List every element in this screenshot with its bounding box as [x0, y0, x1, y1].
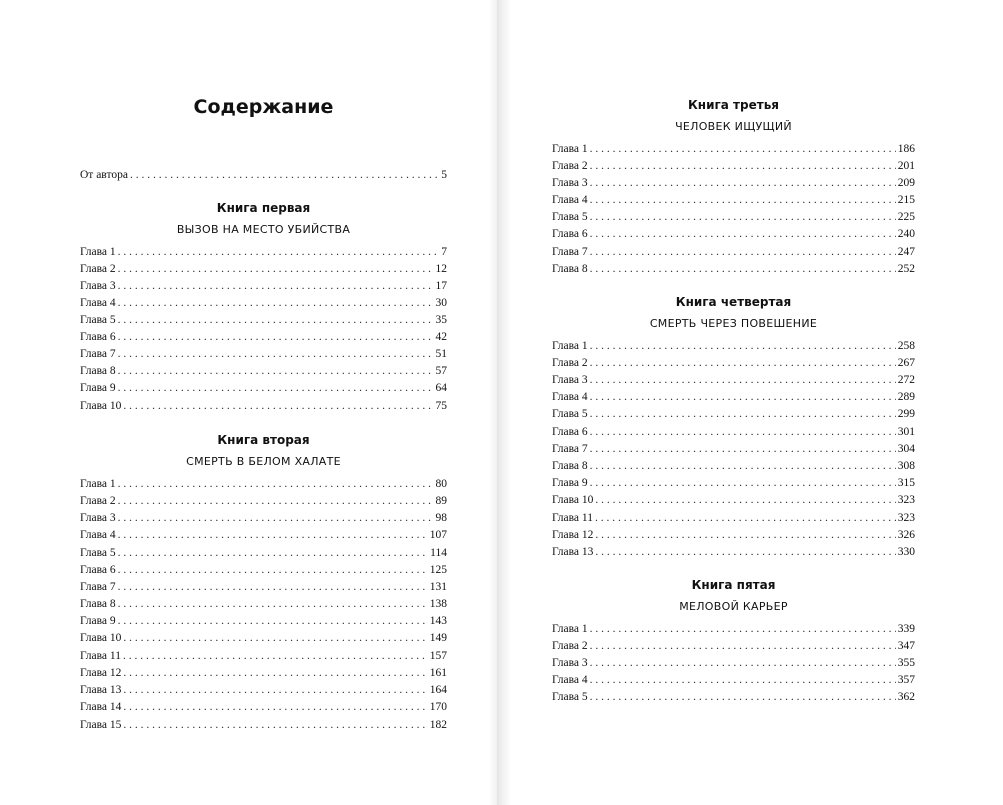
entry-page-number: 362: [897, 691, 915, 703]
dot-leader: [118, 295, 434, 312]
dot-leader: [118, 261, 434, 278]
dot-leader: [118, 278, 434, 295]
entry-page-number: 315: [897, 477, 915, 489]
dot-leader: [590, 672, 896, 689]
entry-label: Глава 2: [552, 640, 588, 652]
entry-page-number: 272: [897, 374, 915, 386]
dot-leader: [123, 682, 427, 699]
dot-leader: [590, 226, 896, 243]
entry-label: Глава 3: [80, 280, 116, 292]
chapter-entry[interactable]: [552, 175, 915, 192]
chapter-entry[interactable]: [80, 278, 447, 295]
dot-leader: [123, 630, 427, 647]
dot-leader: [595, 492, 895, 509]
entry-label: Глава 5: [80, 547, 116, 559]
dot-leader: [590, 244, 896, 261]
chapter-entry[interactable]: [552, 492, 915, 509]
entry-label: Глава 1: [80, 246, 116, 258]
book-heading: Книга первая: [216, 201, 311, 215]
book-subtitle: ВЫЗОВ НА МЕСТО УБИЙСТВА: [176, 223, 351, 236]
entry-page-number: 201: [897, 160, 915, 172]
entry-label: Глава 8: [552, 263, 588, 275]
entry-label: Глава 6: [552, 426, 588, 438]
chapter-entry[interactable]: [552, 527, 915, 544]
entry-label: Глава 6: [80, 564, 116, 576]
entry-page-number: 304: [897, 443, 915, 455]
entry-page-number: 355: [897, 657, 915, 669]
entry-page-number: 170: [429, 701, 447, 713]
chapter-entry[interactable]: [552, 192, 915, 209]
dot-leader: [123, 648, 428, 665]
entry-page-number: 323: [897, 512, 915, 524]
left-page: [0, 0, 497, 805]
entry-page-number: 247: [897, 246, 915, 258]
dot-leader: [590, 441, 896, 458]
chapter-entry[interactable]: [552, 158, 915, 175]
dot-leader: [123, 665, 427, 682]
entry-page-number: 347: [897, 640, 915, 652]
entry-label: Глава 5: [552, 691, 588, 703]
dot-leader: [118, 493, 434, 510]
entry-label: Глава 9: [80, 615, 116, 627]
entry-label: Глава 14: [80, 701, 122, 713]
entry-page-number: 225: [897, 211, 915, 223]
chapter-entry[interactable]: [80, 630, 447, 647]
dot-leader: [590, 621, 896, 638]
chapter-entry[interactable]: [552, 672, 915, 689]
entry-label: Глава 8: [80, 365, 116, 377]
chapter-entry[interactable]: [80, 510, 447, 527]
entry-page-number: 215: [897, 194, 915, 206]
chapter-entry[interactable]: [80, 476, 447, 493]
entry-page-number: 161: [429, 667, 447, 679]
entry-label: Глава 9: [80, 382, 116, 394]
entry-label: Глава 4: [552, 391, 588, 403]
entry-label: Глава 6: [552, 228, 588, 240]
chapter-entry[interactable]: [552, 689, 915, 706]
entry-label: Глава 12: [80, 667, 122, 679]
chapter-entry[interactable]: [80, 579, 447, 596]
entry-page-number: 131: [429, 581, 447, 593]
entry-page-number: 323: [897, 494, 915, 506]
dot-leader: [590, 338, 896, 355]
dot-leader: [590, 261, 896, 278]
entry-page-number: 240: [897, 228, 915, 240]
chapter-entry[interactable]: [80, 493, 447, 510]
dot-leader: [118, 380, 434, 397]
dot-leader: [118, 346, 434, 363]
entry-label: Глава 3: [552, 374, 588, 386]
entry-label: Глава 11: [552, 512, 593, 524]
entry-label: Глава 13: [552, 546, 594, 558]
entry-page-number: 125: [429, 564, 447, 576]
dot-leader: [590, 406, 896, 423]
entry-page-number: 164: [429, 684, 447, 696]
entry-page-number: 35: [435, 314, 447, 326]
dot-leader: [590, 209, 896, 226]
entry-page-number: 339: [897, 623, 915, 635]
chapter-entry[interactable]: [80, 613, 447, 630]
dot-leader: [590, 655, 896, 672]
book-subtitle: МЕЛОВОЙ КАРЬЕР: [679, 600, 788, 613]
chapter-entry[interactable]: [552, 355, 915, 372]
dot-leader: [118, 562, 428, 579]
dot-leader: [118, 312, 434, 329]
chapter-entry[interactable]: [80, 329, 447, 346]
entry-page-number: 98: [435, 512, 447, 524]
chapter-entry[interactable]: [552, 458, 915, 475]
dot-leader: [590, 689, 896, 706]
chapter-entry[interactable]: [80, 312, 447, 329]
chapter-entry[interactable]: [80, 261, 447, 278]
dot-leader: [590, 389, 896, 406]
dot-leader: [123, 699, 427, 716]
dot-leader: [118, 329, 434, 346]
dot-leader: [118, 527, 428, 544]
entry-page-number: 107: [429, 529, 447, 541]
chapter-entry[interactable]: [552, 226, 915, 243]
dot-leader: [590, 175, 896, 192]
entry-label: Глава 2: [552, 160, 588, 172]
entry-page-number: 330: [897, 546, 915, 558]
entry-page-number: 252: [897, 263, 915, 275]
gutter-shadow: [489, 0, 497, 805]
dot-leader: [590, 475, 896, 492]
entry-page-number: 143: [429, 615, 447, 627]
entry-label: Глава 1: [80, 478, 116, 490]
entry-page-number: 209: [897, 177, 915, 189]
book-heading: Книга вторая: [217, 433, 310, 447]
chapter-entry[interactable]: [552, 544, 915, 561]
entry-label: Глава 1: [552, 143, 588, 155]
chapter-entry[interactable]: [80, 545, 447, 562]
chapter-entry[interactable]: [552, 389, 915, 406]
chapter-entry[interactable]: [80, 527, 447, 544]
entry-label: Глава 1: [552, 623, 588, 635]
entry-label: Глава 10: [80, 632, 122, 644]
chapter-entry[interactable]: [552, 261, 915, 278]
entry-label: Глава 7: [552, 443, 588, 455]
chapter-entry[interactable]: [552, 621, 915, 638]
chapter-entry[interactable]: [552, 475, 915, 492]
entry-label: Глава 4: [552, 194, 588, 206]
entry-page-number: 42: [435, 331, 447, 343]
entry-page-number: 138: [429, 598, 447, 610]
dot-leader: [590, 424, 896, 441]
entry-page-number: 80: [435, 478, 447, 490]
chapter-entry[interactable]: [552, 338, 915, 355]
entry-label: Глава 5: [552, 408, 588, 420]
dot-leader: [590, 192, 896, 209]
toc-title: Содержание: [193, 96, 334, 118]
dot-leader: [130, 167, 439, 184]
dot-leader: [118, 579, 428, 596]
entry-page-number: 5: [441, 169, 447, 181]
entry-page-number: 299: [897, 408, 915, 420]
dot-leader: [595, 510, 896, 527]
entry-page-number: 7: [441, 246, 447, 258]
entry-label: Глава 2: [552, 357, 588, 369]
chapter-entry[interactable]: [552, 655, 915, 672]
entry-page-number: 149: [429, 632, 447, 644]
entry-label: Глава 9: [552, 477, 588, 489]
book-heading: Книга третья: [688, 98, 779, 112]
chapter-entry[interactable]: [552, 244, 915, 261]
entry-page-number: 157: [429, 650, 447, 662]
entry-page-number: 114: [430, 547, 447, 559]
chapter-entry[interactable]: [80, 648, 447, 665]
dot-leader: [118, 510, 434, 527]
entry-page-number: 186: [897, 143, 915, 155]
entry-page-number: 308: [897, 460, 915, 472]
entry-label: Глава 7: [80, 581, 116, 593]
book-heading: Книга четвертая: [675, 295, 792, 309]
entry-page-number: 301: [897, 426, 915, 438]
entry-page-number: 12: [435, 263, 447, 275]
chapter-entry[interactable]: [552, 141, 915, 158]
entry-label: От автора: [80, 169, 128, 181]
entry-label: Глава 10: [80, 400, 122, 412]
entry-label: Глава 10: [552, 494, 594, 506]
chapter-entry[interactable]: [80, 699, 447, 716]
dot-leader: [118, 596, 428, 613]
entry-page-number: 64: [435, 382, 447, 394]
chapter-entry[interactable]: [552, 510, 915, 527]
dot-leader: [118, 363, 434, 380]
chapter-entry[interactable]: [80, 363, 447, 380]
entry-page-number: 289: [897, 391, 915, 403]
chapter-entry[interactable]: [552, 372, 915, 389]
dot-leader: [118, 613, 428, 630]
chapter-entry[interactable]: [80, 398, 447, 415]
entry-page-number: 357: [897, 674, 915, 686]
chapter-entry[interactable]: [80, 682, 447, 699]
chapter-entry[interactable]: [80, 562, 447, 579]
chapter-entry[interactable]: [80, 380, 447, 397]
entry-label: Глава 12: [552, 529, 594, 541]
entry-label: Глава 8: [80, 598, 116, 610]
entry-label: Глава 5: [552, 211, 588, 223]
entry-label: Глава 4: [552, 674, 588, 686]
chapter-entry[interactable]: [80, 244, 447, 261]
chapter-entry[interactable]: [552, 441, 915, 458]
entry-label: Глава 2: [80, 263, 116, 275]
dot-leader: [590, 355, 896, 372]
chapter-entry[interactable]: [80, 665, 447, 682]
dot-leader: [118, 244, 440, 261]
dot-leader: [590, 458, 896, 475]
chapter-entry[interactable]: [80, 596, 447, 613]
entry-page-number: 326: [897, 529, 915, 541]
entry-label: Глава 11: [80, 650, 121, 662]
chapter-entry[interactable]: [552, 209, 915, 226]
dot-leader: [595, 527, 895, 544]
entry-page-number: 30: [435, 297, 447, 309]
entry-label: Глава 6: [80, 331, 116, 343]
book-heading: Книга пятая: [691, 578, 776, 592]
entry-label: Глава 8: [552, 460, 588, 472]
entry-page-number: 17: [435, 280, 447, 292]
entry-label: Глава 15: [80, 719, 122, 731]
book-subtitle: СМЕРТЬ В БЕЛОМ ХАЛАТЕ: [186, 455, 341, 468]
chapter-entry[interactable]: [80, 346, 447, 363]
entry-page-number: 51: [435, 348, 447, 360]
chapter-entry[interactable]: [552, 638, 915, 655]
dot-leader: [590, 141, 896, 158]
entry-page-number: 89: [435, 495, 447, 507]
entry-label: Глава 13: [80, 684, 122, 696]
preface-entry[interactable]: [80, 167, 447, 184]
dot-leader: [123, 717, 427, 734]
book-subtitle: СМЕРТЬ ЧЕРЕЗ ПОВЕШЕНИЕ: [649, 317, 818, 330]
chapter-entry[interactable]: [552, 406, 915, 423]
chapter-entry[interactable]: [552, 424, 915, 441]
entry-page-number: 182: [429, 719, 447, 731]
dot-leader: [123, 398, 433, 415]
dot-leader: [590, 638, 896, 655]
entry-page-number: 57: [435, 365, 447, 377]
entry-label: Глава 4: [80, 297, 116, 309]
entry-label: Глава 7: [552, 246, 588, 258]
entry-label: Глава 1: [552, 340, 588, 352]
entry-label: Глава 3: [80, 512, 116, 524]
dot-leader: [590, 158, 896, 175]
right-page: [497, 0, 1003, 805]
chapter-entry[interactable]: [80, 717, 447, 734]
entry-label: Глава 3: [552, 177, 588, 189]
book-subtitle: ЧЕЛОВЕК ИЩУЩИЙ: [675, 120, 792, 133]
entry-page-number: 267: [897, 357, 915, 369]
entry-label: Глава 2: [80, 495, 116, 507]
entry-page-number: 75: [435, 400, 447, 412]
entry-label: Глава 7: [80, 348, 116, 360]
dot-leader: [595, 544, 895, 561]
gutter-shadow: [497, 0, 511, 805]
entry-label: Глава 5: [80, 314, 116, 326]
dot-leader: [118, 545, 429, 562]
dot-leader: [118, 476, 434, 493]
chapter-entry[interactable]: [80, 295, 447, 312]
entry-label: Глава 4: [80, 529, 116, 541]
entry-label: Глава 3: [552, 657, 588, 669]
entry-page-number: 258: [897, 340, 915, 352]
dot-leader: [590, 372, 896, 389]
